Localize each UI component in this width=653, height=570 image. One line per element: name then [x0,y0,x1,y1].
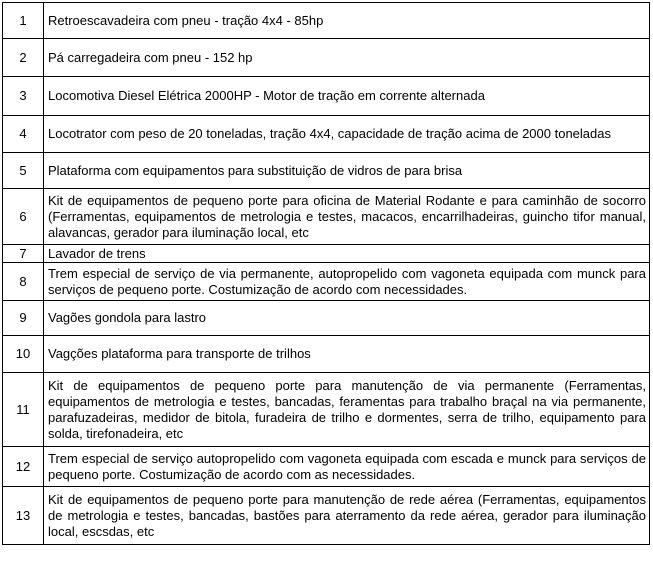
item-number: 3 [3,77,44,116]
item-description: Kit de equipamentos de pequeno porte para manutenção de rede aérea (Ferramentas, equipamentos de metrologia e testes, bancadas, bastões para aterramento da rede aérea, gerador para iluminação local, escsdas, etc [44,487,650,545]
item-description: Vagções plataforma para transporte de trilhos [44,336,650,373]
item-description: Pá carregadeira com pneu - 152 hp [44,39,650,77]
table-row [3,153,650,189]
table-row [3,77,650,116]
table-row [3,487,650,545]
item-description: Plataforma com equipamentos para substituição de vidros de para brisa [44,153,650,189]
item-number: 6 [3,189,44,245]
table-row [3,447,650,487]
item-description: Trem especial de serviço autopropelido com vagoneta equipada com escada e munck para serviços de pequeno porte. Costumização de acordo com as necessidades. [44,447,650,487]
item-description: Kit de equipamentos de pequeno porte para oficina de Material Rodante e para caminhão de socorro (Ferramentas, equipamentos de metrologia e testes, macacos, encarrilhadeiras, guincho tifor manual, alavancas, gerador para iluminação local, etc [44,189,650,245]
table-row [3,373,650,447]
item-number: 2 [3,39,44,77]
table-row [3,245,650,263]
table-row [3,116,650,153]
item-number: 7 [3,245,44,263]
item-number: 1 [3,3,44,39]
item-number: 4 [3,116,44,153]
item-number: 13 [3,487,44,545]
table-row [3,39,650,77]
item-description: Locomotiva Diesel Elétrica 2000HP - Motor de tração em corrente alternada [44,77,650,116]
table-row [3,301,650,336]
table-row [3,189,650,245]
table-body [3,3,650,545]
table-row [3,3,650,39]
equipment-table [2,2,650,545]
item-description: Retroescavadeira com pneu - tração 4x4 - 85hp [44,3,650,39]
item-description: Lavador de trens [44,245,650,263]
table-row [3,336,650,373]
item-description: Trem especial de serviço de via permanente, autopropelido com vagoneta equipada com munck para serviços de pequeno porte. Costumização de acordo com necessidades. [44,263,650,301]
item-number: 9 [3,301,44,336]
item-number: 10 [3,336,44,373]
item-description: Vagões gondola para lastro [44,301,650,336]
item-number: 8 [3,263,44,301]
item-description: Locotrator com peso de 20 toneladas, tração 4x4, capacidade de tração acima de 2000 toneladas [44,116,650,153]
table-row [3,263,650,301]
item-number: 11 [3,373,44,447]
item-description: Kit de equipamentos de pequeno porte para manutenção de via permanente (Ferramentas, equipamentos de metrologia e testes, bancadas, feramentas para trabalho braçal na via permanente, parafuzadeiras, medidor de bitola, furadeira de trilho e dormentes, serra de trilho, equipamento para solda, tirefonadeira, etc [44,373,650,447]
item-number: 5 [3,153,44,189]
item-number: 12 [3,447,44,487]
